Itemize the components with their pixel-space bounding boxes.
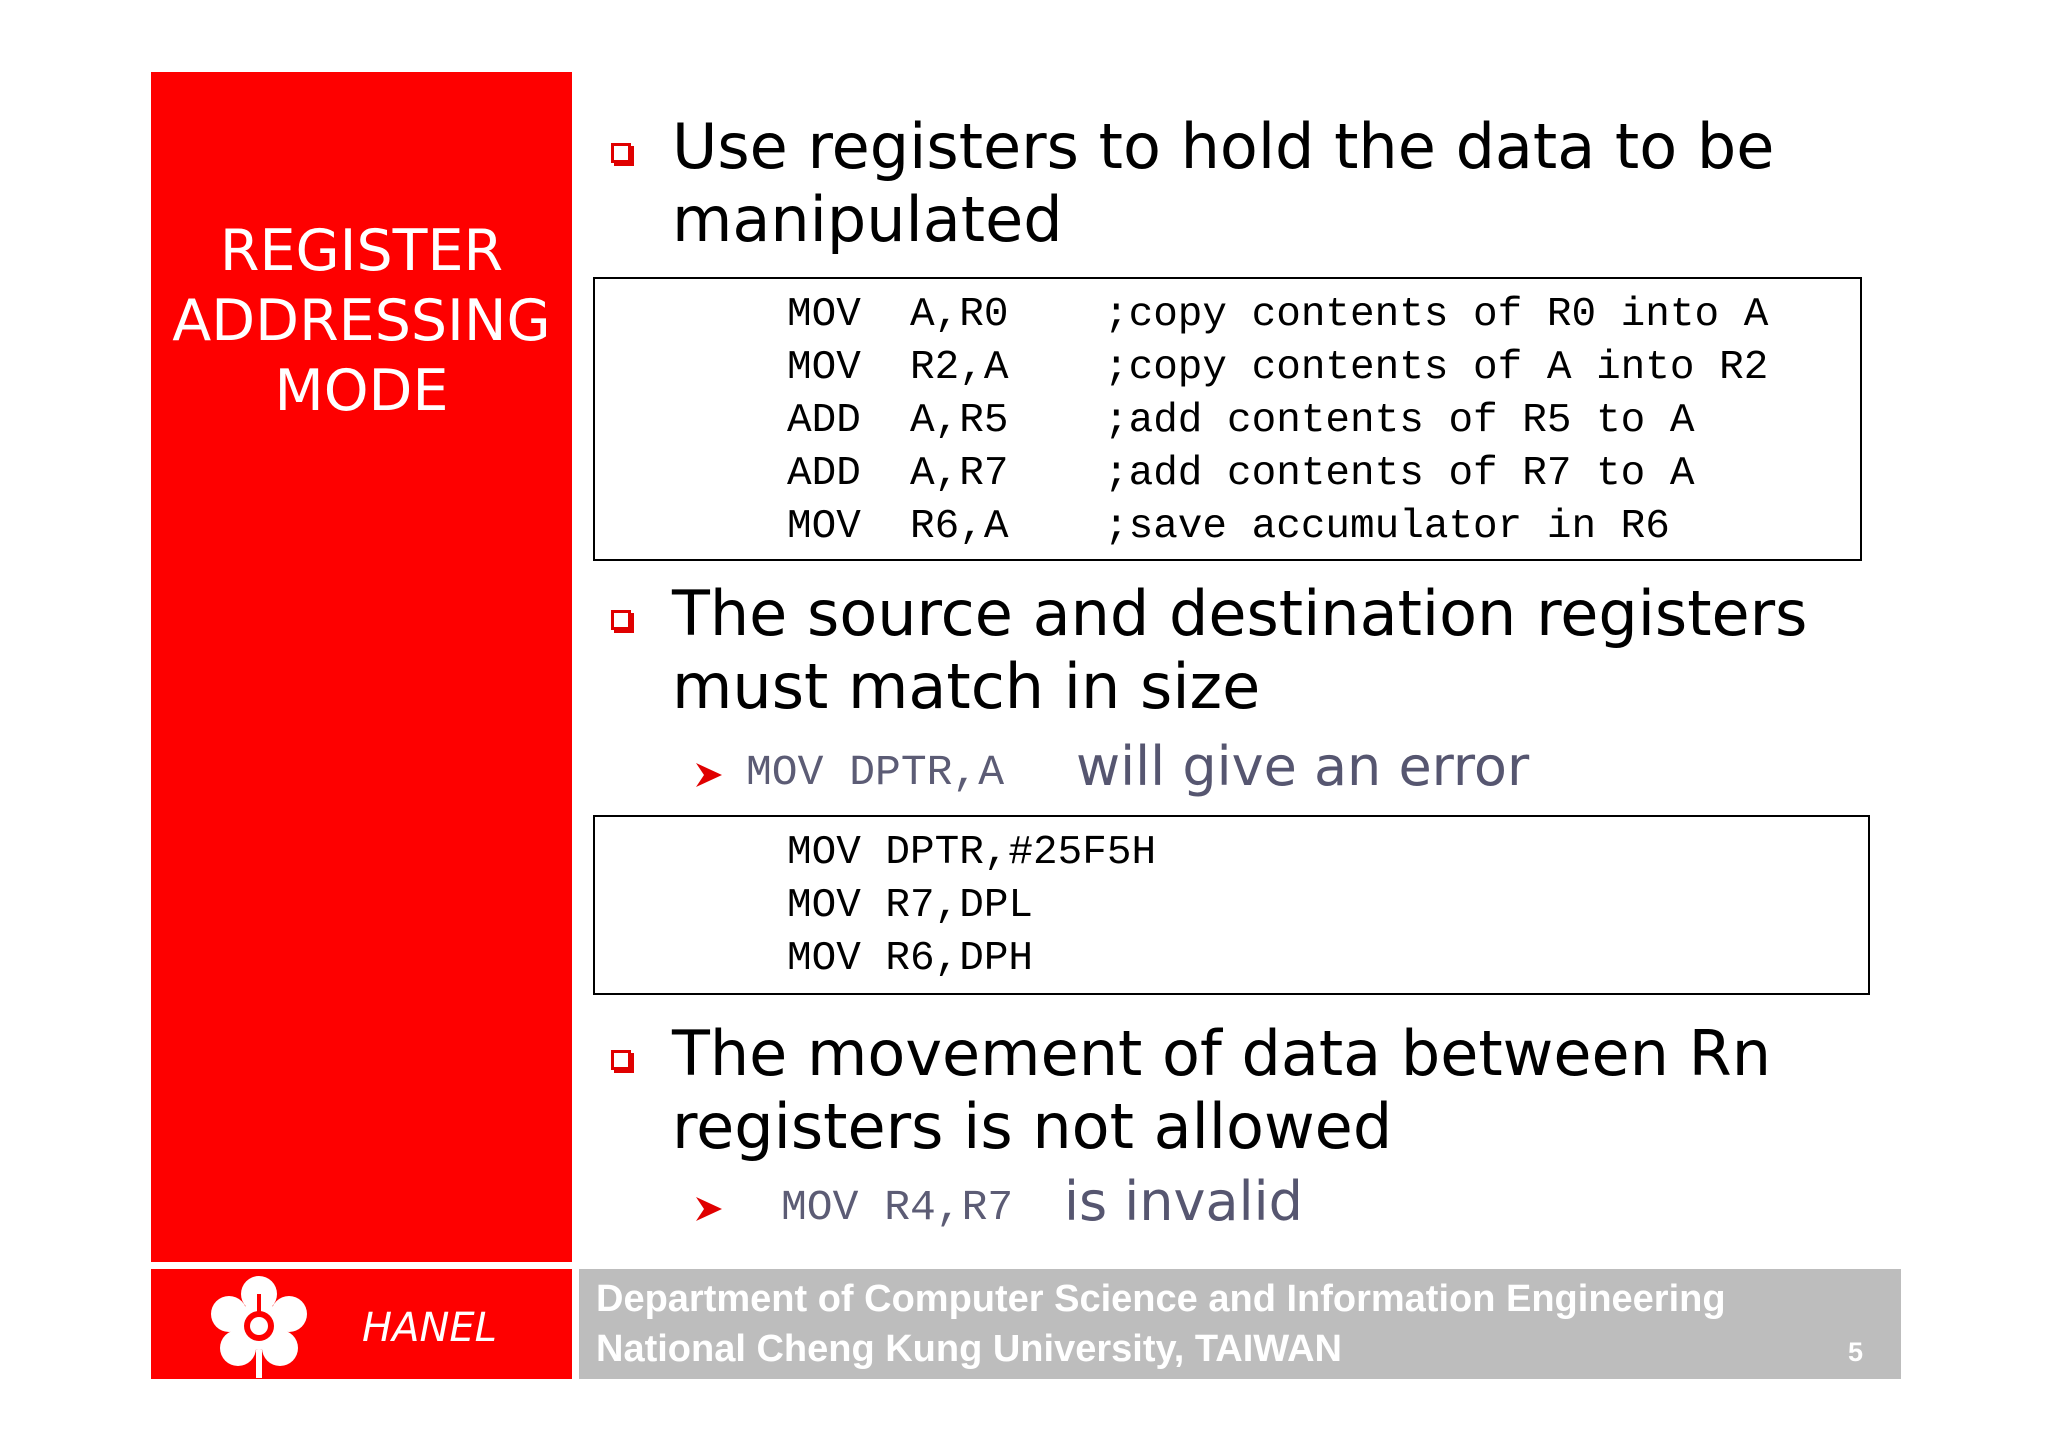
code-instruction: MOV R6,A	[787, 504, 1009, 550]
author-label: HANEL	[362, 1305, 497, 1351]
code-instruction: MOV A,R0	[787, 292, 1009, 338]
department-line: Department of Computer Science and Information Engineering	[596, 1278, 1726, 1320]
code-instruction: ADD A,R5	[787, 398, 1009, 444]
arrowhead-bullet-icon	[694, 1195, 724, 1223]
square-bullet-icon	[611, 610, 631, 630]
code-comment: ;add contents of R7 to A	[1104, 451, 1695, 497]
bullet-line: manipulated	[672, 183, 1063, 256]
bullet-text	[672, 1017, 1771, 1163]
code-comment: ;save accumulator in R6	[1104, 504, 1670, 550]
bullet-line: The movement of data between Rn	[672, 1017, 1772, 1090]
slide-title-line: ADDRESSING	[172, 288, 551, 354]
code-comment: ;add contents of R5 to A	[1104, 398, 1695, 444]
university-emblem-icon	[200, 1272, 318, 1380]
bullet-text	[672, 110, 1774, 256]
bullet-line: The source and destination registers	[672, 577, 1808, 650]
sub-bullet-text: is invalid	[1064, 1170, 1303, 1233]
sub-bullet-text: will give an error	[1076, 735, 1530, 798]
sub-bullet-code: MOV R4,R7	[781, 1183, 1014, 1232]
arrowhead-bullet-icon	[694, 761, 724, 789]
bullet-line: registers is not allowed	[672, 1090, 1393, 1163]
slide-title	[151, 216, 572, 426]
code-line: MOV DPTR,#25F5H	[787, 830, 1157, 876]
code-line: MOV R7,DPL	[787, 883, 1034, 929]
square-bullet-icon	[611, 143, 631, 163]
bullet-line: Use registers to hold the data to be	[672, 110, 1775, 183]
code-comment: ;copy contents of A into R2	[1104, 345, 1769, 391]
code-line: MOV R6,DPH	[787, 936, 1034, 982]
slide-title-line: REGISTER	[219, 218, 504, 284]
code-block	[593, 815, 1870, 995]
sub-bullet-code: MOV DPTR,A	[746, 748, 1005, 797]
square-bullet-icon	[611, 1050, 631, 1070]
bullet-text	[672, 577, 1807, 723]
university-line: National Cheng Kung University, TAIWAN	[596, 1328, 1342, 1370]
code-instruction: MOV R2,A	[787, 345, 1009, 391]
slide-title-line: MODE	[274, 358, 449, 424]
bullet-line: must match in size	[672, 650, 1261, 723]
page-number: 5	[1848, 1337, 1864, 1367]
code-instruction: ADD A,R7	[787, 451, 1009, 497]
code-comment: ;copy contents of R0 into A	[1104, 292, 1769, 338]
